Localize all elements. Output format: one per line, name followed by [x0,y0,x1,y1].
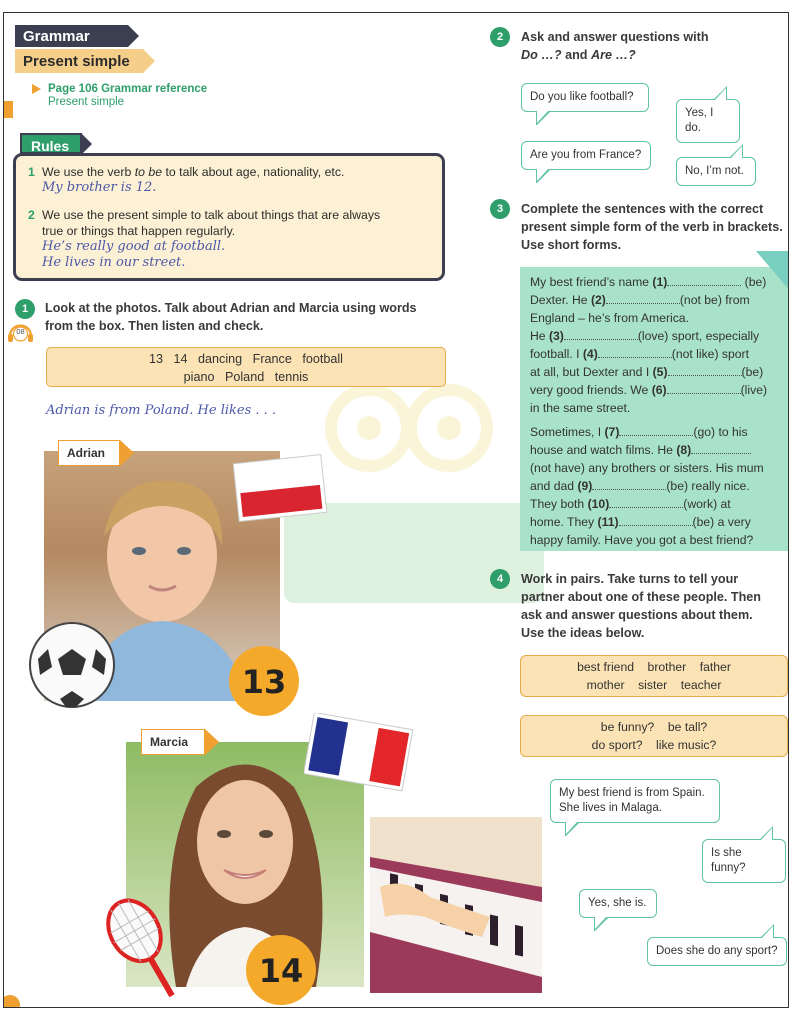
gap-blank[interactable] [668,366,742,376]
gap-number: (7) [604,425,620,439]
word-box-line: piano Poland tennis [183,370,309,384]
exercise-1-instruction: Look at the photos. Talk about Adrian and Marcia using words from the box. Then listen and check. [45,301,417,333]
gap-fill-line: and dad (9) (be) really nice. [530,479,750,493]
grammar-reference-link[interactable] [48,83,207,109]
gap-fill-line: My best friend’s name (1) (be) [530,275,767,289]
gap-blank[interactable] [691,444,751,454]
football-icon [26,619,118,711]
adrian-name-tag: Adrian [58,440,120,466]
rule-example: He’s really good at football. [42,239,226,254]
play-triangle-icon [32,84,41,94]
speech-bubble: Do you like football? [521,83,649,112]
poland-flag-icon [232,453,328,523]
gap-fill-line: They both (10) (work) at [530,497,731,511]
gap-number: (4) [582,347,598,361]
exercise-number: 4 [490,569,510,589]
ideas-box [520,715,788,757]
rule-number: 1 [28,165,35,179]
gap-fill-paragraph [530,423,782,549]
bubble-line: She lives in Malaga. [559,802,662,814]
exercise-2-instruction: Ask and answer questions with Do …? and Are …? [521,30,709,62]
rule-example: He lives in our street. [42,255,186,270]
gap-blank[interactable] [619,516,693,526]
page-corner-marker [3,995,20,1008]
gap-fill-line: Sometimes, I (7) (go) to his [530,425,748,439]
bubble-line: My best friend is from Spain. [559,787,705,799]
gap-fill-line: football. I (4) (not like) sport [530,347,749,361]
speech-bubble: Yes, she is. [579,889,657,918]
gap-fill-line: (not have) any brothers or sisters. His mum [530,461,764,475]
textbook-page [3,12,789,1008]
corner-decoration [756,251,789,291]
exercise-3-instruction: Complete the sentences with the correct present simple form of the verb in brackets. Use short forms. [521,202,783,252]
france-flag-icon [304,713,416,793]
gap-number: (11) [597,515,619,529]
speech-bubble: No, I’m not. [676,157,756,186]
gap-fill-line: very good friends. We (6) (live) [530,383,768,397]
exercise-number: 3 [490,199,510,219]
gap-fill-text [520,267,789,551]
rule-example: My brother is 12. [42,180,157,195]
topic-label: Present simple [15,49,143,73]
people-box [520,655,788,697]
word-box [46,347,446,387]
gap-blank[interactable] [598,348,672,358]
gap-blank[interactable] [609,498,683,508]
gap-fill-paragraph [530,273,782,417]
exercise-4-instruction: Work in pairs. Take turns to tell your partner about one of these people. Then ask and answer questions about them. Use the ideas below. [521,572,762,640]
speech-bubble: Does she do any sport? [647,937,787,966]
reference-title: Page 106 Grammar reference [48,83,208,95]
gap-fill-line: at all, but Dexter and I (5) (be) [530,365,764,379]
audio-track-number: 08 [16,327,25,336]
gap-blank[interactable] [619,426,693,436]
gap-number: (5) [652,365,668,379]
exercise-number: 2 [490,27,510,47]
gap-fill-line: happy family. Have you got a best friend? [530,533,754,547]
speech-bubble: Yes, I do. [676,99,740,143]
margin-marker [4,101,13,118]
gap-blank[interactable] [592,480,666,490]
section-label: Grammar [15,25,128,47]
example-sentence: Adrian is from Poland. He likes . . . [46,403,277,418]
exercise-number: 1 [15,299,35,319]
gap-number: (6) [651,383,667,397]
speech-bubble: Are you from France? [521,141,651,170]
gap-fill-line: in the same street. [530,401,631,415]
rules-label: Rules [20,133,82,154]
rule-1 [28,164,344,196]
marcia-age-badge: 14 [246,935,316,1005]
rule-text: We use the verb to be to talk about age, nationality, etc. [42,165,345,179]
gap-blank[interactable] [606,294,680,304]
piano-image [370,817,542,993]
gap-number: (3) [548,329,564,343]
rule-2 [28,207,380,271]
people-box-line: mother sister teacher [586,678,722,692]
speech-bubble: Is she funny? [702,839,786,883]
rule-number: 2 [28,208,35,222]
rules-box [13,153,445,281]
gap-fill-line: house and watch films. He (8) [530,443,751,457]
ideas-box-line: be funny? be tall? [600,720,708,734]
gap-fill-line: England – he’s from America. [530,311,689,325]
adrian-age-badge: 13 [229,646,299,716]
ideas-box-line: do sport? like music? [591,738,717,752]
gap-fill-line: home. They (11) (be) a very [530,515,751,529]
gap-number: (2) [590,293,606,307]
word-box-line: 13 14 dancing France football [149,352,343,366]
gap-number: (10) [587,497,610,511]
gap-number: (9) [577,479,593,493]
gap-blank[interactable] [667,276,741,286]
gap-number: (8) [676,443,692,457]
rule-text: We use the present simple to talk about things that are always true or things that happen regularly. [42,208,381,238]
reference-subtitle: Present simple [48,96,125,108]
gap-blank[interactable] [667,384,741,394]
tennis-racket-icon [100,893,190,1005]
speech-bubble [550,779,720,823]
gap-fill-line: Dexter. He (2) (not be) from [530,293,750,307]
gap-blank[interactable] [564,330,638,340]
gap-number: (1) [652,275,668,289]
gap-fill-line: He (3) (love) sport, especially [530,329,760,343]
marcia-name-tag: Marcia [141,729,205,755]
people-box-line: best friend brother father [577,660,731,674]
